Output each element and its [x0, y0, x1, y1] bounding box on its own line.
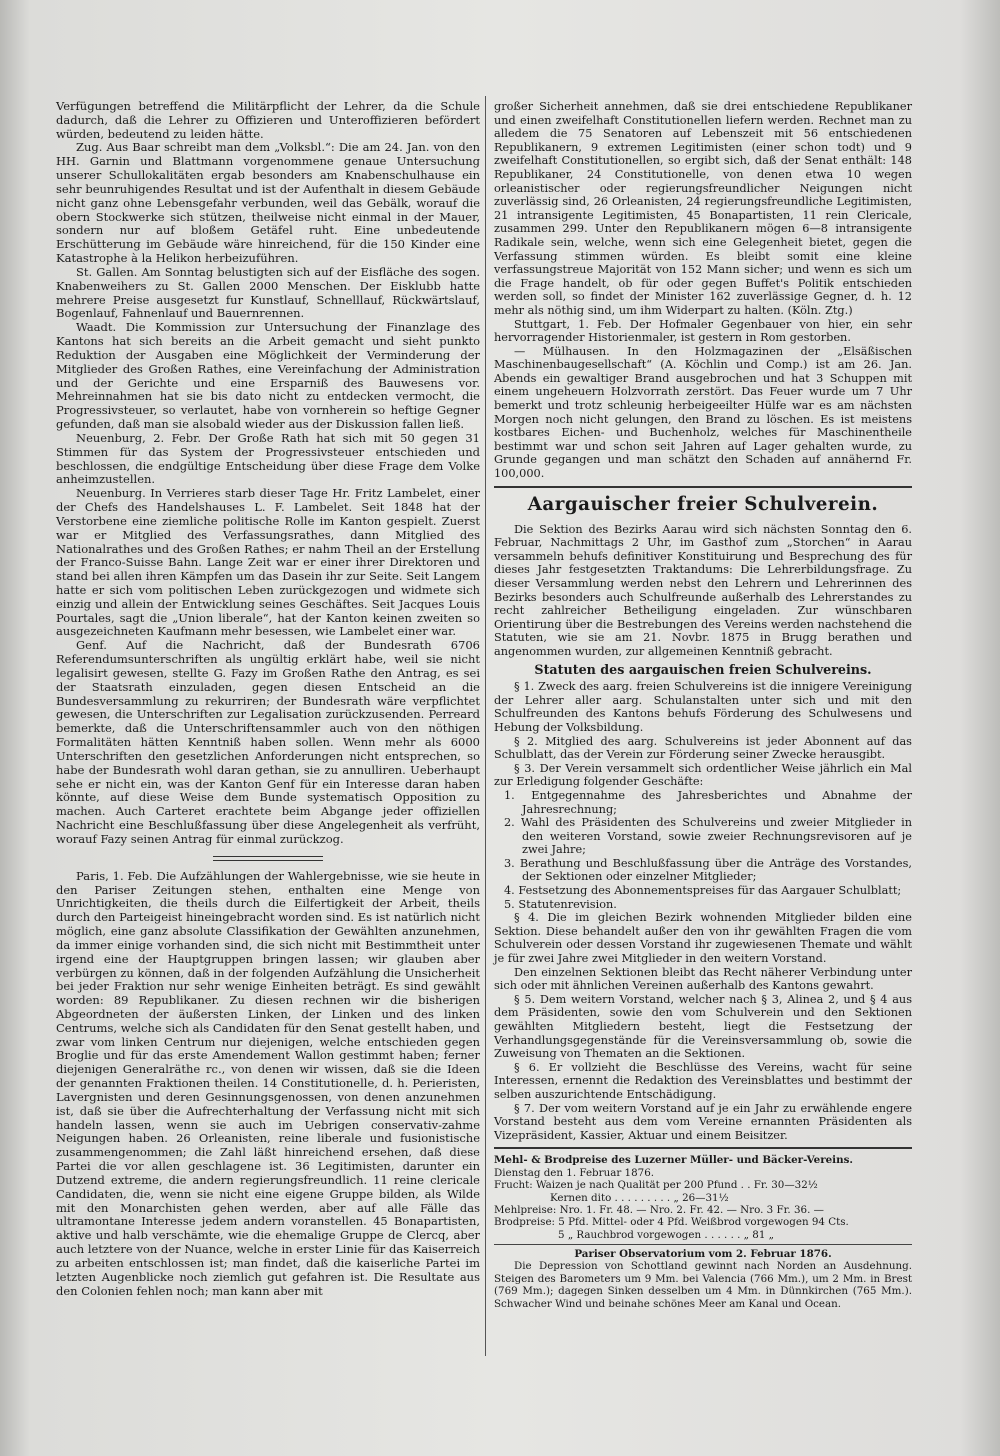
article-st-gallen: St. Gallen. Am Sonntag belustigten sich auf der Eisfläche des sogen. Knabenweihers zu St. Gallen 2000 Menschen. Der Eisklubb hatte mehrere Preise ausgesetzt fur Kunstlauf, Schnelllauf, Rückwärtslauf, Bogenlauf, Fahnenlauf und Bauernrennen.	[56, 264, 480, 321]
statute-5: § 5. Dem weitern Vorstand, welcher nach § 3, Alinea 2, und § 4 aus dem Präsidenten, sowie den vom Schulverein und den Sektionen gewählten Mitgliedern besteht, liegt die Festsetzung der Verhandlungsgegenstände für die Vereinsversammlung ob, sowie die Zuweisung von Thematen an die Sektionen.	[494, 992, 912, 1061]
statute-4: § 4. Die im gleichen Bezirk wohnenden Mitglieder bilden eine Sektion. Diese behandelt außer den von ihr gewählten Fragen die vom Schulverein oder dessen Vorstand ihr zugewiesenen Themate und wählt je für zwei Jahre zwei Mitglieder in den weitern Vorstand.	[494, 911, 912, 966]
article-muelhausen: — Mülhausen. In den Holzmagazinen der „Elsäßischen Maschinenbaugesellschaft“ (A. Köchlin und Comp.) ist am 26. Jan. Abends ein gewaltiger Brand ausgebrochen und hat 3 Schuppen mit einem ungeheuern Holzvorrath zerstört. Das Feuer wurde um 7 Uhr bemerkt und trotz schleunig herbeigeeilter Hülfe war es am nächsten Morgen noch nicht gelungen, den Brand zu löschen. Es ist meistens kostbares Eichen- und Buchenholz, welches für Maschinentheile bestimmt war und schon seit Jahren auf Lager gehalten wurde, zu Grunde gegangen und man schätzt den Schaden auf annähernd Fr. 100,000.	[494, 344, 912, 481]
prices-separator	[494, 1147, 912, 1149]
statute-4-addendum: Den einzelnen Sektionen bleibt das Recht näherer Verbindung unter sich oder mit ähnlichen Vereinen außerhalb des Kantons gewahrt.	[494, 965, 912, 993]
statute-3-item: 1. Entgegennahme des Jahresberichtes und Abnahme der Jahresrechnung;	[504, 788, 912, 816]
article-genf: Genf. Auf die Nachricht, daß der Bundesrath 6706 Referendumsunterschriften als ungültig erklärt habe, weil sie nicht legalisirt gewesen, stellte G. Fazy im Großen Rathe den Antrag, es sei der Staatsrath einzuladen, gegen diesen Entscheid an die Bundesversammlung zu rekurriren; der Bundesrath wäre verpflichtet gewesen, die Unterschriften zur Legalisation zurückzusenden. Perreard bemerkte, daß die Unterschriftensammler auch von den nöthigen Formalitäten hätten Kenntniß haben sollen. Wenn mehr als 6000 Unterschriften den gesetzlichen Anforderungen nicht entsprechen, so habe der Bundesrath wohl daran gethan, sie zu annulliren. Ueberhaupt sehe er nicht ein, was der Kanton Genf für ein Interesse daran haben könnte, auf diese Weise dem Bunde systematisch Opposition zu machen. Auch Carteret erachtete beim Abgange jeder offiziellen Nachricht eine Beschlußfassung über diese Angelegenheit als verfrüht, worauf Fazy seinen Antrag für einmal zurückzog.	[56, 638, 480, 846]
price-line: Mehlpreise: Nro. 1. Fr. 48. — Nro. 2. Fr. 42. — Nro. 3 Fr. 36. —	[494, 1203, 824, 1216]
statute-3-item: 3. Berathung und Beschlußfassung über die Anträge des Vorstandes, der Sektionen oder einzelner Mitglieder;	[504, 856, 912, 884]
statute-3-item: 2. Wahl des Präsidenten des Schulvereins und zweier Mitglieder in den weiteren Vorstand, sowie zweier Rechnungsrevisoren auf je zwei Jahre;	[504, 816, 912, 857]
notice-separator	[494, 486, 912, 488]
statute-3-item: 5. Statutenrevision.	[504, 897, 617, 911]
article-neuenburg-vote: Neuenburg, 2. Febr. Der Große Rath hat sich mit 50 gegen 31 Stimmen für das System der Progressivsteuer entschieden und beschlossen, die endgültige Entscheidung über diese Frage dem Volke anheimzustellen.	[56, 430, 480, 487]
observatory-title: Pariser Observatorium vom 2. Februar 1876.	[574, 1248, 832, 1261]
statutes-heading: Statuten des aargauischen freien Schulvereins.	[534, 661, 872, 677]
price-line: Brodpreise: 5 Pfd. Mittel- oder 4 Pfd. Weißbrod vorgewogen 94 Cts.	[494, 1216, 849, 1229]
article-neuenburg-obituary: Neuenburg. In Verrieres starb dieser Tage Hr. Fritz Lambelet, einer der Chefs des Handelshauses L. F. Lambelet. Seit 1848 hat der Verstorbene eine ziemliche politische Rolle im Kanton gespielt. Zuerst war er Mitglied des Verfassungsrathes, dann Mitglied des Nationalrathes und des Großen Rathes; er nahm Theil an der Erstellung der Franco-Suisse Bahn. Lange Zeit war er einer ihrer Direktoren und stand bei allen ihren Kämpfen um das Dasein ihr zur Seite. Seit Langem hatte er sich vom politischen Leben zurückgezogen und widmete sich einzig und allein der Entwicklung seines Geschäftes. Seit Jacques Louis Pourtales, sagt die „Union liberale“, hat der Kanton keinen zweiten so ausgezeichneten Kaufmann mehr besessen, wie Lambelet einer war.	[56, 486, 480, 639]
statute-2: § 2. Mitglied des aarg. Schulvereins ist jeder Abonnent auf das Schulblatt, das der Verein zur Förderung seiner Zwecke herausgibt.	[494, 734, 912, 762]
price-line: Kernen dito . . . . . . . . . „ 26—31½	[550, 1191, 729, 1204]
observatory-separator	[494, 1244, 912, 1245]
article-waadt: Waadt. Die Kommission zur Untersuchung der Finanzlage des Kantons hat sich bereits an die Arbeit gemacht und sieht punkto Reduktion der Ausgaben eine Möglichkeit der Verminderung der Mitglieder des Großen Rathes, eine Vereinfachung der Administration und der Gerichte und eine Ersparniß des Bauwesens vor. Mehreinnahmen hat sie bis dato nicht zu entdecken vermocht, die Progressivsteuer, so verlautet, habe von vornherein so heftige Gegner gefunden, daß man sie alsobald wieder aus der Diskussion fallen ließ.	[56, 320, 480, 432]
price-list	[494, 1154, 912, 1241]
article-zug: Zug. Aus Baar schreibt man dem „Volksbl.“: Die am 24. Jan. von den HH. Garnin und Blattmann vorgenommene genaue Untersuchung unserer Schullokalitäten ergab besonders am Knabenschulhause ein sehr beunruhigendes Resultat und ist der Aufenthalt in diesem Gebäude nicht ganz ohne Lebensgefahr verbunden, weil das Gebälk, worauf die obern Stockwerke sich stützen, theilweise nicht einmal in der Mauer, sondern nur auf bloßem Getäfel ruht. Eine unbedeutende Erschütterung im Gebäude wäre hinreichend, für die 150 Kinder eine Katastrophe à la Helikon herbeizuführen.	[56, 140, 480, 266]
statute-3: § 3. Der Verein versammelt sich ordentlicher Weise jährlich ein Mal zur Erledigung folgender Geschäfte:	[494, 761, 912, 789]
section-separator	[213, 856, 323, 861]
right-column	[494, 100, 912, 1310]
article-paris-continued: großer Sicherheit annehmen, daß sie drei entschiedene Republikaner und einen zweifelhaft Constitutionellen liefern werden. Rechnet man zu alledem die 75 Senatoren auf Lebenszeit mit 56 entschiedenen Republikanern, 9 extremen Legitimisten (einer schon todt) und 9 zweifelhaft Constitutionellen, so ergibt sich, daß der Senat enthält: 148 Republikaner, 24 Constitutionelle, von denen etwa 10 wegen orleanistischer oder regierungsfreundlicher Neigungen nicht zuverlässig sind, 26 Orleanisten, 24 regierungsfreundliche Legitimisten, 21 intransigente Legitimisten, 45 Bonapartisten, 11 rein Clericale, zusammen 299. Unter den Republikanern mögen 6—8 intransigente Radikale sein, welche, wenn sich eine Gelegenheit bietet, gegen die Verfassung stimmen würden. Es bleibt somit eine kleine verfassungstreue Majorität von 152 Mann sicher; und wenn es sich um die Frage handelt, ob für oder gegen Buffet's Politik entschieden werden soll, so findet der Minister 162 zuverlässige Gegner, d. h. 12 mehr als nöthig sind, um ihm Widerpart zu halten. (Köln. Ztg.)	[494, 100, 912, 317]
article-military-duty: Verfügungen betreffend die Militärpflicht der Lehrer, da die Schule dadurch, daß die Lehrer zu Offizieren und Unteroffizieren befördert würden, bedeutend zu leiden hätte.	[56, 99, 480, 141]
price-list-date: Dienstag den 1. Februar 1876.	[494, 1166, 655, 1179]
statute-3-item: 4. Festsetzung des Abonnementspreises für das Aargauer Schulblatt;	[504, 884, 902, 898]
notice-heading: Aargauischer freier Schulverein.	[527, 493, 879, 515]
article-paris: Paris, 1. Feb. Die Aufzählungen der Wahlergebnisse, wie sie heute in den Pariser Zeitungen stehen, enthalten eine Menge von Unrichtigkeiten, die theils durch die Eilfertigkeit der Arbeit, theils durch den Parteigeist hineingebracht worden sind. Es ist natürlich nicht möglich, eine ganz absolute Classifikation der Gewählten anzunehmen, da immer einige vorhanden sind, die sich nicht mit Bestimmtheit unter irgend eine der Hauptgruppen bringen lassen; wir glauben aber verbürgen zu können, daß in der folgenden Aufzählung die Unsicherheit bei jeder Fraktion nur sehr wenige Einheiten beträgt. Es sind gewählt worden: 89 Republikaner. Zu diesen rechnen wir die bisherigen Abgeordneten der äußersten Linken, der Linken und des linken Centrums, welche sich als Candidaten für den Senat gestellt haben, und zwar vom linken Centrum nur diejenigen, welche entschieden gegen Broglie und für das erste Amendement Wallon gestimmt haben; ferner diejenigen Generalräthe rc., von denen wir wissen, daß sie die Ideen der genannten Fraktionen theilen. 14 Constitutionelle, d. h. Perieristen, Lavergnisten und deren Gesinnungsgenossen, von denen anzunehmen ist, daß sie über die Aufrechterhaltung der Verfassung nicht mit sich handeln lassen, wenn sie auch im Uebrigen conservativ-zahme Neigungen haben. 26 Orleanisten, reine liberale und fusionistische zusammengenommen; die Zahl läßt hinreichend ersehen, daß diese Partei die vor allen geschlagene ist. 36 Legitimisten, darunter ein Dutzend extreme, die andern regierungsfreundlich. 11 reine clericale Candidaten, die, wenn sie nicht eine eigene Gruppe bilden, als Wilde mit den Monarchisten gehen werden, aber auf alle Fälle das ultramontane Interesse jedem andern voranstellen. 45 Bonapartisten, aktive und halb verschämte, wie die ehemalige Gruppe de Clercq, aber auch letztere von der Nuance, welche in erster Linie für das Kaiserreich zu arbeiten entschlossen ist; man findet, daß die kaiserliche Partei im letzten Augenblicke noch ziemlich gut gefahren ist. Die Resultate aus den Colonien fehlen noch; man kann aber mit	[56, 868, 480, 1298]
article-stuttgart: Stuttgart, 1. Feb. Der Hofmaler Gegenbauer von hier, ein sehr hervorragender Historienmaler, ist gestern in Rom gestorben.	[494, 317, 912, 345]
statute-7: § 7. Der vom weitern Vorstand auf je ein Jahr zu erwählende engere Vorstand besteht aus dem vom Vereine ernannten Präsidenten als Vizepräsident, Kassier, Aktuar und einem Beisitzer.	[494, 1101, 912, 1142]
left-column	[56, 100, 480, 1298]
statute-6: § 6. Er vollzieht die Beschlüsse des Vereins, wacht für seine Interessen, ernennt die Redaktion des Vereinsblattes und bestimmt der selben auszurichtende Entschädigung.	[494, 1060, 912, 1101]
observatory-text: Die Depression von Schottland gewinnt nach Norden an Ausdehnung. Steigen des Barometers um 9 Mm. bei Valencia (766 Mm.), um 2 Mm. in Brest (769 Mm.); dagegen Sinken desselben um 4 Mm. in Dünnkirchen (765 Mm.). Schwacher Wind und beinahe schönes Meer am Kanal und Ocean.	[494, 1260, 912, 1310]
price-list-title: Mehl- & Brodpreise des Luzerner Müller- und Bäcker-Vereins.	[494, 1154, 853, 1167]
column-divider	[485, 96, 486, 1356]
observatory-report	[494, 1248, 912, 1310]
price-line: 5 „ Rauchbrod vorgewogen . . . . . . „ 81 „	[558, 1228, 774, 1241]
price-line: Frucht: Waizen je nach Qualität per 200 Pfund . . Fr. 30—32½	[494, 1179, 818, 1192]
notice-intro: Die Sektion des Bezirks Aarau wird sich nächsten Sonntag den 6. Februar, Nachmittags 2 Uhr, im Gasthof zum „Storchen“ in Aarau versammeln behufs definitiver Konstituirung und Besprechung des für dieses Jahr festgesetzten Traktandums: Die Lehrerbildungsfrage. Zu dieser Versammlung werden nebst den Lehrern und Lehrerinnen des Bezirks besonders auch Schulfreunde außerhalb des Lehrerstandes zu recht zahlreicher Betheiligung eingeladen. Zur wünschbaren Orientirung über die Bestrebungen des Vereins werden nachstehend die Statuten, wie sie am 21. Novbr. 1875 in Brugg berathen und angenommen wurden, zur allgemeinen Kenntniß gebracht.	[494, 522, 912, 658]
statute-1: § 1. Zweck des aarg. freien Schulvereins ist die innigere Vereinigung der Lehrer aller aarg. Schulanstalten unter sich und mit den Schulfreunden des Kantons behufs Förderung des Schulwesens und Hebung der Volksbildung.	[494, 680, 912, 734]
